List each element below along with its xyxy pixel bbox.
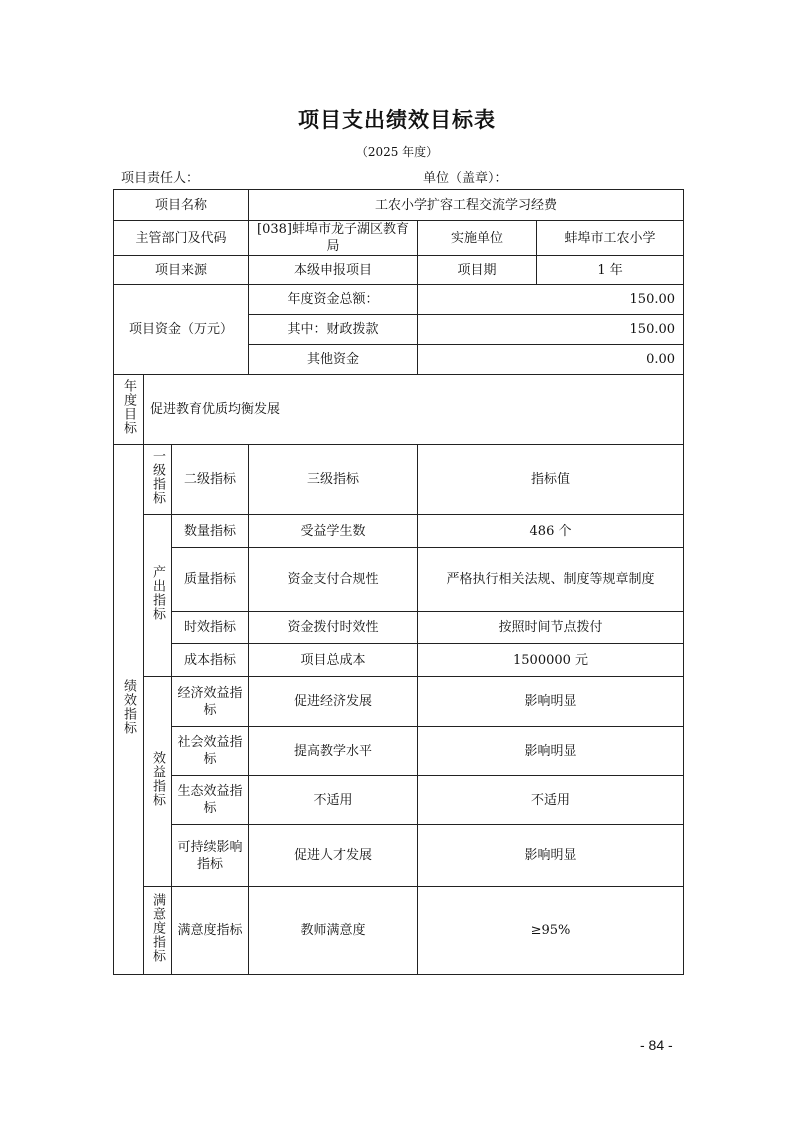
table-row (114, 285, 684, 315)
indicator-l2: 成本指标 (172, 644, 249, 677)
year-subtitle: （2025 年度） (355, 145, 439, 159)
satisfaction-label: 满意度指标 (150, 893, 165, 963)
indicator-l2: 时效指标 (172, 612, 249, 644)
indicator-l2: 质量指标 (172, 548, 249, 612)
indicator-l3: 不适用 (249, 776, 418, 825)
perf-header-level1: 一级指标 (150, 449, 165, 505)
table-row (114, 445, 684, 515)
indicator-l2: 满意度指标 (172, 887, 249, 975)
project-name-value: 工农小学扩容工程交流学习经费 (249, 190, 684, 221)
perf-header-level2: 二级指标 (172, 445, 249, 515)
funds-total-value: 150.00 (418, 285, 684, 315)
funds-label: 项目资金（万元） (114, 285, 249, 375)
annual-goal-text: 促进教育优质均衡发展 (144, 375, 684, 445)
indicator-l3: 教师满意度 (249, 887, 418, 975)
dept-value: [038]蚌埠市龙子湖区教育局 (249, 221, 418, 256)
indicator-value: 486 个 (418, 515, 684, 548)
table-row (114, 256, 684, 285)
indicator-value: 影响明显 (418, 825, 684, 887)
indicator-l3: 资金支付合规性 (249, 548, 418, 612)
perf-header-level3: 三级指标 (249, 445, 418, 515)
project-name-label: 项目名称 (114, 190, 249, 221)
indicator-l2: 经济效益指标 (172, 677, 249, 727)
indicator-l3: 受益学生数 (249, 515, 418, 548)
perf-header-value: 指标值 (418, 445, 684, 515)
indicator-value: 按照时间节点拨付 (418, 612, 684, 644)
funds-fiscal-value: 150.00 (418, 315, 684, 345)
indicator-l2: 可持续影响指标 (172, 825, 249, 887)
table-row (114, 515, 684, 548)
indicator-l3: 资金拨付时效性 (249, 612, 418, 644)
indicator-value: 1500000 元 (418, 644, 684, 677)
period-value: 1 年 (537, 256, 684, 285)
output-label: 产出指标 (150, 565, 165, 621)
table-row (114, 677, 684, 727)
indicator-value: 不适用 (418, 776, 684, 825)
indicator-l2: 生态效益指标 (172, 776, 249, 825)
indicator-l2: 数量指标 (172, 515, 249, 548)
table-row (114, 887, 684, 975)
page-number: - 84 - (640, 1037, 673, 1053)
table-row (114, 776, 684, 825)
period-label: 项目期 (418, 256, 537, 285)
indicator-value: ≥95% (418, 887, 684, 975)
funds-other-value: 0.00 (418, 345, 684, 375)
funds-total-label: 年度资金总额： (249, 285, 418, 315)
funds-fiscal-label: 其中：财政拨款 (249, 315, 418, 345)
indicator-l3: 促进经济发展 (249, 677, 418, 727)
funds-other-label: 其他资金 (249, 345, 418, 375)
table-row (114, 727, 684, 776)
indicator-l2: 社会效益指标 (172, 727, 249, 776)
table-row (114, 644, 684, 677)
perf-label: 绩效指标 (121, 679, 136, 735)
indicator-l3: 促进人才发展 (249, 825, 418, 887)
table-row (114, 190, 684, 221)
performance-goal-table (113, 189, 684, 975)
table-row (114, 548, 684, 612)
source-label: 项目来源 (114, 256, 249, 285)
page-title: 项目支出绩效目标表 (298, 107, 496, 132)
table-row (114, 375, 684, 445)
table-row (114, 221, 684, 256)
table-row (114, 612, 684, 644)
effect-label: 效益指标 (150, 751, 165, 807)
indicator-value: 影响明显 (418, 727, 684, 776)
impl-value: 蚌埠市工农小学 (537, 221, 684, 256)
source-value: 本级申报项目 (249, 256, 418, 285)
indicator-l3: 项目总成本 (249, 644, 418, 677)
table-row (114, 825, 684, 887)
dept-label: 主管部门及代码 (114, 221, 249, 256)
annual-goal-label: 年度目标 (121, 379, 136, 435)
responsible-label: 项目责任人： (121, 171, 200, 186)
indicator-value: 严格执行相关法规、制度等规章制度 (418, 548, 684, 612)
indicator-l3: 提高教学水平 (249, 727, 418, 776)
indicator-value: 影响明显 (418, 677, 684, 727)
impl-label: 实施单位 (418, 221, 537, 256)
unit-seal-label: 单位（盖章）： (423, 171, 508, 186)
